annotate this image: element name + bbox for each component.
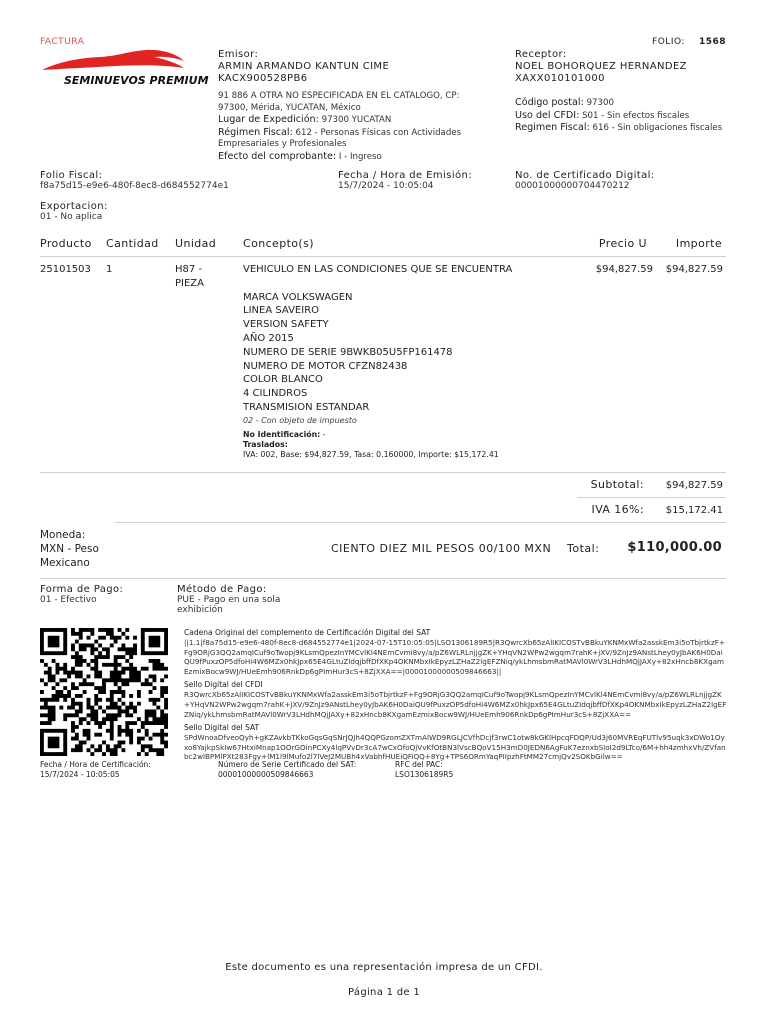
concepto-line: COLOR BLANCO xyxy=(243,374,323,386)
concepto-line: VERSION SAFETY xyxy=(243,319,329,331)
concepto-line xyxy=(243,277,573,291)
subtotal-label: Subtotal: xyxy=(590,478,644,491)
total-en-letra: CIENTO DIEZ MIL PESOS 00/100 MXN xyxy=(331,542,552,555)
forma-pago-label: Forma de Pago: xyxy=(40,584,124,595)
iva-value: $15,172.41 xyxy=(665,505,723,516)
row-producto: 25101503 xyxy=(40,264,91,275)
moneda-label: Moneda: xyxy=(40,529,86,541)
footer-note: Este documento es una representación impresa de un CFDI. xyxy=(225,962,543,973)
totals-divider xyxy=(115,522,726,523)
th-producto: Producto xyxy=(40,237,92,250)
fecha-cert-value: 15/7/2024 - 10:05:05 xyxy=(40,770,120,779)
rfc-pac-value: LSO1306189R5 xyxy=(395,770,454,779)
cp-label: Código postal: xyxy=(515,97,584,108)
concepto-line: VEHICULO EN LAS CONDICIONES QUE SE ENCUENTRA xyxy=(243,264,513,275)
traslados-label: Traslados: xyxy=(243,439,288,449)
no-identificacion xyxy=(243,430,573,440)
cp-value: 97300 xyxy=(586,98,614,108)
receptor-regimen-label: Regimen Fiscal: xyxy=(515,122,590,133)
row-importe: $94,827.59 xyxy=(665,264,723,275)
no-ident-label: No Identificación: xyxy=(243,429,321,439)
metodo-pago-label: Método de Pago: xyxy=(177,584,267,595)
th-cantidad: Cantidad xyxy=(106,237,159,250)
folio-fiscal xyxy=(40,170,229,191)
iva-label: IVA 16%: xyxy=(591,503,644,516)
sello-cfdi-value: R3QwrcXb65zAlIKICOSTvBBkuYKNMxWfa2asskEm3i5oTbjrtkzF+Fg9ORjG3QQ2amqICuf9oTwopj9KLsmQpezInYMCvlKl4NEmCvmi8vy/a/pZ6WLRLnjjgZK+YHqVN2WPw2wgqm7rahK+jXV/9ZnJz9ANstLhey0yJbAK6H0DaiQU9fPuxzOP5dfoHi4W6MZx0hkJpx65E4GLtuZIdqjbffDfXKp4OKNMbxIkEpyzLZHaZ2lgEFZNiq/ykLhmsbmRatMAVl0WrV3LHdhMQjJAXy+82xHncb8KXgamEzmixBocw9WJ/HUeEmh906RnkDp6gPImHur3cS+8ZjXXA== xyxy=(184,690,727,719)
emisor-details xyxy=(218,91,488,163)
rfc-pac xyxy=(395,760,453,780)
exportacion-label: Exportacion: xyxy=(40,201,108,212)
folio-label: FOLIO: xyxy=(652,37,685,47)
th-concepto: Concepto(s) xyxy=(243,237,314,250)
fecha-emision xyxy=(338,170,472,191)
qr-code xyxy=(40,628,168,756)
emisor-rfc: KACX900528PB6 xyxy=(218,73,308,84)
logo-text: SEMINUEVOS PREMIUM xyxy=(64,74,209,87)
serie-sat xyxy=(218,760,356,780)
cadena-label: Cadena Original del complemento de Certificación Digital del SAT xyxy=(184,628,431,637)
emisor-address: 91 886 A OTRA NO ESPECIFICADA EN EL CATALOGO, CP: 97300, Mérida, YUCATAN, México xyxy=(218,91,460,113)
emisor-name: ARMIN ARMANDO KANTUN CIME xyxy=(218,61,390,72)
receptor-details xyxy=(515,97,730,135)
objeto-impuesto: 02 - Con objeto de impuesto xyxy=(243,415,357,425)
document-type: FACTURA xyxy=(40,37,85,47)
forma-pago xyxy=(40,584,123,605)
total-label: Total: xyxy=(567,542,600,555)
metodo-pago xyxy=(177,584,307,615)
emisor-regimen-value: 612 - Personas Físicas con Actividades Empresariales y Profesionales xyxy=(218,127,462,149)
th-importe: Importe xyxy=(675,237,722,250)
row-unidad-line-2: PIEZA xyxy=(175,277,204,289)
serie-sat-label: Número de Serie Certificado del SAT: xyxy=(218,760,357,769)
certificado-label: No. de Certificado Digital: xyxy=(515,170,655,181)
table-body-divider xyxy=(40,472,726,473)
receptor-block xyxy=(515,49,730,85)
moneda xyxy=(40,528,99,570)
table-header-divider xyxy=(40,256,726,257)
payment-divider xyxy=(40,578,726,579)
forma-pago-value: 01 - Efectivo xyxy=(40,595,97,605)
sat-stamps xyxy=(184,628,727,762)
row-cantidad: 1 xyxy=(106,264,113,275)
uso-value: S01 - Sin efectos fiscales xyxy=(582,110,690,121)
fecha-certificacion xyxy=(40,760,151,780)
row-precio: $94,827.59 xyxy=(595,264,653,275)
serie-sat-value: 00001000000509846663 xyxy=(218,770,314,779)
receptor-name: NOEL BOHORQUEZ HERNANDEZ xyxy=(515,61,687,72)
sello-sat-value: SPdWnoaDfveoQyh+gKZAvkbTKkoGqsGqSNrJQJh4QQPGzomZXTmAlWD9RGLJCVfhDcjf3rwC1otw8kGKlHpcqFDQP/Ud3j60MVREqFUTlv95uqk3xDWo1Oyxo8YajkpSkIw67HtxiMnap1OOrGOinPCXy4lqPVvDr3cA7wCxOfoQjVvKfOtBN3lVscBQoV15H3mD0JEDN6AgFuK7eznxbSIoI2d9LTco/6M+hh4zmhxVh/ZVfanbc2wlBPMlPXt283Fgy+lM1l9lMufo2l7lVeJ2MUBh4xVabhfHUEiQFiQQ+8Yg+TPS6ORmYaqPIIpzhFtMM27cmjQv2SOKbGilw== xyxy=(184,733,726,762)
moneda-value-2: Mexicano xyxy=(40,557,90,569)
efecto-label: Efecto del comprobante: xyxy=(218,150,337,162)
lugar-value: 97300 YUCATAN xyxy=(321,115,392,125)
lugar-label: Lugar de Expedición: xyxy=(218,114,319,125)
metodo-pago-value: PUE - Pago en una sola exhibición xyxy=(177,595,281,615)
concepto-line: 4 CILINDROS xyxy=(243,388,308,400)
subtotal-divider xyxy=(577,497,726,498)
row-unidad xyxy=(175,263,204,291)
moneda-value-1: MXN - Peso xyxy=(40,543,99,555)
page-number: Página 1 de 1 xyxy=(348,987,420,998)
rfc-pac-label: RFC del PAC: xyxy=(395,760,443,769)
total-value: $110,000.00 xyxy=(627,540,722,555)
subtotal-value: $94,827.59 xyxy=(665,480,723,491)
emisor-regimen-label: Régimen Fiscal: xyxy=(218,126,293,138)
folio-fiscal-value: f8a75d15-e9e6-480f-8ec8-d684552774e1 xyxy=(40,181,229,191)
cadena-value: ||1.1|f8a75d15-e9e6-480f-8ec8-d684552774e1|2024-07-15T10:05:05|LSO1306189R5|R3QwrcXb65zAlIKICOSTvBBkuYKNMxWfa2asskEm3i5oTbjrtkzF+Fg9ORjG3QQ2amqICuf9oTwopj9KLsmQpezInYMCvlKl4NEmCvmi8vy/a/pZ6WLRLnjjgZK+YHqVN2WPw2wgqm7rahK+jXV/9ZnJz9ANstLhey0yJbAK6H0DaiQU9fPuxzOP5dfoHi4W6MZx0hkJpx65E4GLtuZIdqjbffDfXKp4OKNMbxIkEpyzLZHaZ2lgEFZNiq/ykLhmsbmRatMAVl0WrV3LHdhMQjJAXy+82xHncb8KXgamEzmixBocw9WJ/HUeEmh906RnkDp6gPImHur3cS+8ZjXXA==|00001000000509846663|| xyxy=(184,638,725,676)
no-ident-value: - xyxy=(322,429,326,439)
th-unidad: Unidad xyxy=(175,237,217,250)
concepto-line: AÑO 2015 xyxy=(243,332,294,344)
emisor-label: Emisor: xyxy=(218,49,259,60)
sello-cfdi-label: Sello Digital del CFDI xyxy=(184,680,263,690)
th-precio: Precio U xyxy=(598,237,647,250)
sello-sat-label: Sello Digital del SAT xyxy=(184,723,260,733)
concepto-line: LINEA SAVEIRO xyxy=(243,305,320,317)
concepto-line: TRANSMISION ESTANDAR xyxy=(243,401,370,413)
exportacion xyxy=(40,201,108,222)
receptor-regimen-value: 616 - Sin obligaciones fiscales xyxy=(592,123,723,133)
traslados-value: IVA: 002, Base: $94,827.59, Tasa: 0.160000, Importe: $15,172.41 xyxy=(243,449,499,459)
fecha-emision-value: 15/7/2024 - 10:05:04 xyxy=(338,181,434,191)
concepto-line: NUMERO DE MOTOR CFZN82438 xyxy=(243,360,408,372)
folio-value: 1568 xyxy=(698,37,726,47)
emisor-block xyxy=(218,49,488,85)
fecha-emision-label: Fecha / Hora de Emisión: xyxy=(338,170,473,181)
certificado-value: 00001000000704470212 xyxy=(515,181,630,191)
receptor-label: Receptor: xyxy=(515,49,567,60)
concepto-line: MARCA VOLKSWAGEN xyxy=(243,291,353,303)
folio xyxy=(652,37,726,47)
efecto-value: I - Ingreso xyxy=(338,151,382,162)
fecha-cert-label: Fecha / Hora de Certificación: xyxy=(40,760,151,769)
row-concepto xyxy=(243,263,573,460)
concepto-line: NUMERO DE SERIE 9BWKB05U5FP161478 xyxy=(243,346,453,358)
uso-label: Uso del CFDI: xyxy=(515,109,580,121)
folio-fiscal-label: Folio Fiscal: xyxy=(40,170,103,181)
company-logo xyxy=(38,48,209,90)
row-unidad-line-1: H87 - xyxy=(175,264,203,275)
exportacion-value: 01 - No aplica xyxy=(40,212,103,222)
receptor-rfc: XAXX010101000 xyxy=(515,73,605,84)
certificado xyxy=(515,170,655,191)
